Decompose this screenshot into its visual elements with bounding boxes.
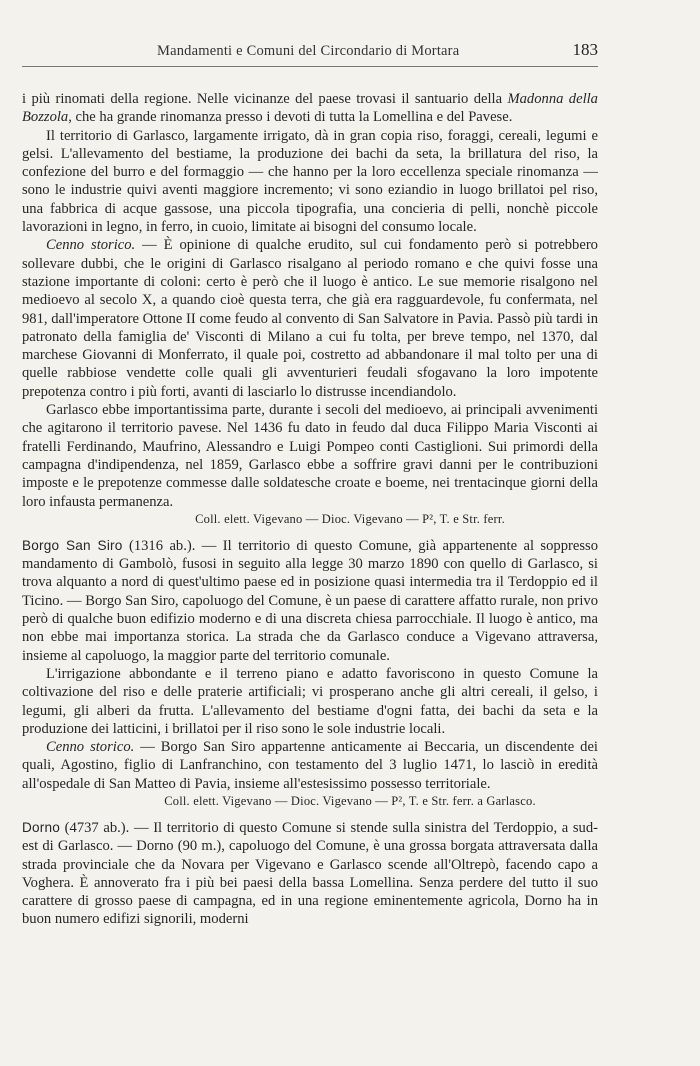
page-header: [22, 40, 598, 67]
paragraph-borgo-irrigazione: L'irrigazione abbondante e il terreno piano e adatto favoriscono in questo Comune la coltivazione del riso e delle praterie artificiali; vi prosperano anche gli altri cereali, il gelso, i legumi, gli alberi da frutta. L'allevamento del bestiame d'ogni fatta, dei bachi da seta e la produzione dei latticini, i brillatoi per il riso sono le sole industrie locali.: [22, 665, 598, 737]
page-number: 183: [572, 40, 598, 59]
collegio-note-borgo: Coll. elett. Vigevano — Dioc. Vigevano — P², T. e Str. ferr. a Garlasco.: [164, 793, 536, 808]
paragraph-garlasco-territorio: Il territorio di Garlasco, largamente irrigato, dà in gran copia riso, foraggi, cereali, legumi e gelsi. L'allevamento del bestiame, la produzione dei bachi da seta, la brillatura del riso, la confezione del burro e del formaggio — che hanno per la loro eccellenza speciale rinomanza — sono le industrie quivi aventi maggiore incremento; vi sono eziandio in luogo brillatoi pel riso, una fabbrica di acque gassose, una piccola tipografia, una concieria di pelli, nonchè piccole lavorazioni in legno, in ferro, in cuoio, limitate ai bisogni del consumo locale.: [22, 127, 598, 236]
paragraph-borgo-cenno-storico: Cenno storico. — Borgo San Siro appartenne anticamente ai Beccaria, un discendente dei quali, Agostino, figlio di Lanfranchino, con testamento del 3 luglio 1471, lo lasciò in eredità all'ospedale di San Matteo di Pavia, insieme all'estesissimo possesso territoriale.: [22, 739, 598, 792]
cenno-storico-label: Cenno storico.: [46, 237, 136, 254]
entry-title-borgo-san-siro: Borgo San Siro: [22, 537, 123, 553]
paragraph-garlasco-medioevo: Garlasco ebbe importantissima parte, durante i secoli del medioevo, ai principali avvenimenti che agitarono il territorio pavese. Nel 1436 fu dato in feudo dal duca Filippo Maria Visconti ai fratelli Ferdinando, Maufrino, Alessandro e Luigi Pompeo conti Castiglioni. Sui primordi della campagna d'indipendenza, nel 1859, Garlasco ebbe a soffrire gravi danni per le contribuzioni imposte e le prepotenze commesse dalle soldatesche croate e boeme, nei trentacinque giorni della loro infausta permanenza.: [22, 402, 598, 510]
entry-title-dorno: Dorno: [22, 819, 61, 835]
running-title: Mandamenti e Comuni del Circondario di Mortara: [157, 43, 460, 59]
entry-borgo-san-siro: Borgo San Siro (1316 ab.). — Il territorio di questo Comune, già appartenente al soppresso mandamento di Gambolò, fusosi in seguito alla legge 30 marzo 1890 con quello di Garlasco, si trova alquanto a nord di quest'ultimo paese ed in posizione quasi intermedia tra il Terdoppio ed il Ticino. — Borgo San Siro, capoluogo del Comune, è un paese di carattere affatto rurale, non privo però di qualche buon edifizio moderno e di una discreta chiesa parrocchiale. Il luogo è antico, ma non ebbe mai importanza storica. La strada che da Garlasco conduce a Vigevano attraversa, insieme al capoluogo, la maggior parte del territorio comunale.: [22, 537, 598, 664]
entry-dorno: Dorno (4737 ab.). — Il territorio di questo Comune si stende sulla sinistra del Terdoppio, a sud-est di Garlasco. — Dorno (90 m.), capoluogo del Comune, è una grossa borgata attraversata dalla strada provinciale che da Novara per Vigevano e Garlasco scende all'Oltrepò, facendo capo a Voghera. È annoverato fra i più bei paesi della bassa Lomellina. Senza perdere del tutto il suo carattere di grosso paese di campagna, ed in una regione eminentemente agricola, Dorno ha in buon numero edifizi signorili, moderni: [22, 819, 598, 928]
paragraph-garlasco-santuario: i più rinomati della regione. Nelle vicinanze del paese trovasi il santuario della Madonna della Bozzola, che ha grande rinomanza presso i devoti di tutta la Lomellina e del Pavese.: [22, 91, 598, 126]
page-body: [22, 90, 598, 929]
cenno-storico-label: Cenno storico.: [46, 739, 135, 756]
santuario-name: Madonna della Bozzola: [22, 91, 598, 126]
collegio-note-garlasco: Coll. elett. Vigevano — Dioc. Vigevano — P², T. e Str. ferr.: [195, 511, 505, 526]
paragraph-garlasco-cenno-storico: Cenno storico. — È opinione di qualche erudito, sul cui fondamento però si potrebbero sollevare dubbi, che le origini di Garlasco risalgano al periodo romano e che quivi fosse una stazione importante di coloni: certo è però che il luogo è antico. Le sue memorie risalgono nel medioevo al secolo X, a quando cioè questa terra, che già era ragguardevole, fu confermata, nel 981, dall'imperatore Ottone II come feudo al convento di San Salvatore in Pavia. Passò più tardi in patronato della famiglia de' Visconti di Milano a cui fu tolta, per breve tempo, nel 1370, dal marchese Giovanni di Monferrato, il quale poi, costretto ad abbandonare il mal tolto per una di quelle rabbiose vendette colle quali gli avventurieri feudali sfogavano la loro impotente prepotenza contro i più forti, avanti di lasciarlo lo distrusse incendiandolo.: [22, 237, 598, 400]
